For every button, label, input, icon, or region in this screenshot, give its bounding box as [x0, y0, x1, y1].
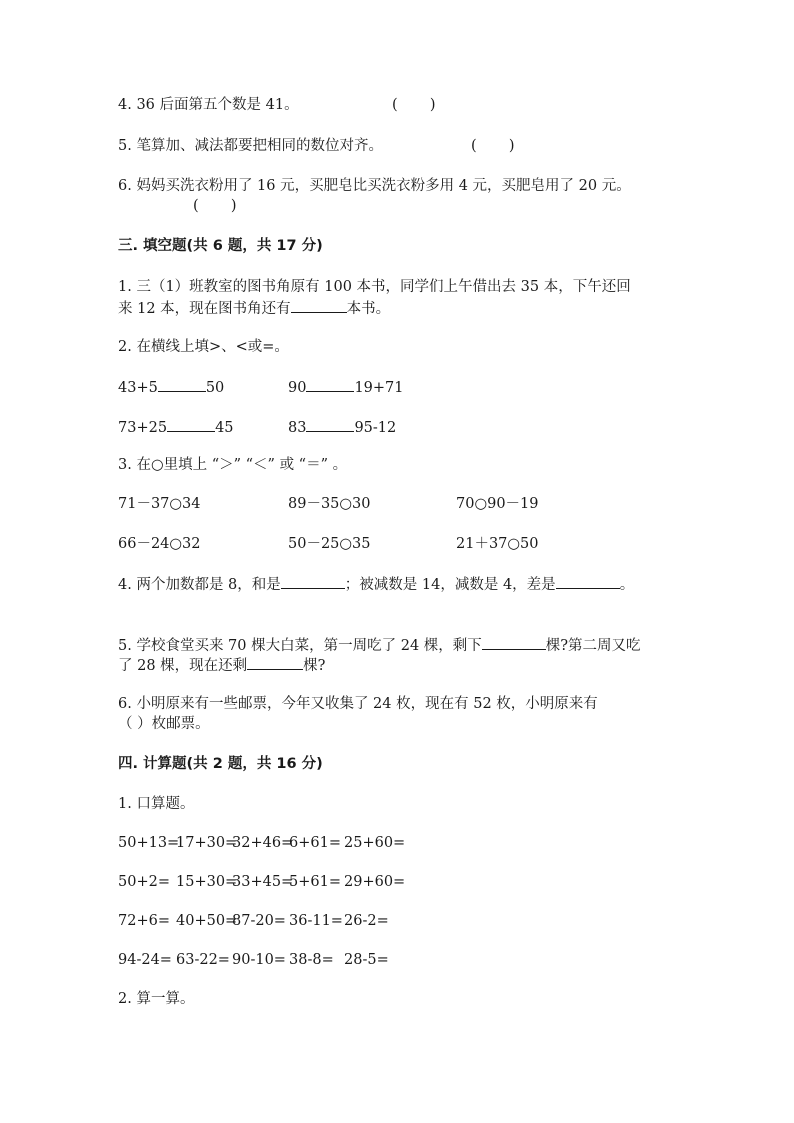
compare-circle-item[interactable]: 21＋37○50	[456, 536, 539, 552]
compare-circle-item[interactable]: 50－25○35	[288, 536, 371, 552]
fill-question-1-line2	[118, 297, 390, 319]
answer-paren[interactable]: ( )	[193, 198, 237, 214]
fill-question-5-line2	[118, 654, 325, 676]
fill-question-5-line1	[118, 634, 641, 656]
answer-paren[interactable]: ( )	[392, 97, 436, 113]
fill-question-1-line1: 1. 三（1）班教室的图书角原有 100 本书，同学们上午借出去 35 本，下午还回	[118, 279, 631, 295]
question-text: 了 28 棵，现在还剩	[118, 658, 248, 674]
answer-blank[interactable]	[158, 376, 206, 392]
fill-question-2-title: 2. 在横线上填>、<或=。	[118, 339, 289, 355]
oral-calc-item[interactable]: 94-24=	[118, 952, 172, 968]
compare-circle-item[interactable]: 66－24○32	[118, 536, 201, 552]
answer-blank[interactable]	[247, 654, 303, 670]
answer-blank[interactable]	[556, 573, 620, 589]
oral-calc-item[interactable]: 50+2=	[118, 874, 170, 890]
question-text: 棵?第二周又吃	[545, 638, 641, 654]
answer-blank[interactable]	[306, 376, 354, 392]
fill-question-6-line2[interactable]: （ ）枚邮票。	[118, 716, 210, 732]
oral-calc-item[interactable]: 40+50=	[176, 913, 238, 929]
oral-calc-item[interactable]: 25+60=	[344, 835, 406, 851]
fill-question-6-line1: 6. 小明原来有一些邮票，今年又收集了 24 枚，现在有 52 枚，小明原来有	[118, 696, 598, 712]
oral-calc-item[interactable]: 50+13=	[118, 835, 180, 851]
expression: 83	[288, 420, 307, 436]
compare-item	[288, 416, 396, 438]
oral-calc-item[interactable]: 6+61=	[289, 835, 341, 851]
oral-calc-item[interactable]: 38-8=	[289, 952, 334, 968]
judge-question-6	[118, 176, 631, 196]
expression: 50	[205, 380, 225, 396]
fill-question-4	[118, 573, 634, 595]
compare-item	[118, 376, 224, 398]
oral-calc-item[interactable]: 15+30=	[176, 874, 238, 890]
compare-item	[118, 416, 234, 438]
calc-question-2-title: 2. 算一算。	[118, 991, 195, 1007]
question-text: 本书。	[346, 301, 391, 317]
oral-calc-item[interactable]: 72+6=	[118, 913, 170, 929]
section-title: 四. 计算题(共 2 题，共 16 分)	[118, 756, 323, 772]
oral-calc-item[interactable]: 36-11=	[289, 913, 343, 929]
oral-calc-item[interactable]: 32+46=	[232, 835, 294, 851]
expression: 73+25	[118, 420, 168, 436]
question-text: 。	[619, 577, 635, 593]
judge-question-5	[118, 136, 383, 156]
judge-question-4-text: 4. 36 后面第五个数是 41。	[118, 97, 299, 113]
oral-calc-item[interactable]: 90-10=	[232, 952, 286, 968]
oral-calc-item[interactable]: 33+45=	[232, 874, 294, 890]
answer-blank[interactable]	[291, 297, 347, 313]
expression: 45	[215, 420, 234, 436]
oral-calc-item[interactable]: 87-20=	[232, 913, 286, 929]
answer-blank[interactable]	[167, 416, 215, 432]
answer-blank[interactable]	[306, 416, 354, 432]
section-title: 三. 填空题(共 6 题，共 17 分)	[118, 238, 323, 254]
answer-blank[interactable]	[281, 573, 345, 589]
compare-circle-item[interactable]: 71－37○34	[118, 496, 201, 512]
answer-blank[interactable]	[482, 634, 546, 650]
oral-calc-item[interactable]: 5+61=	[289, 874, 341, 890]
expression: 95-12	[354, 420, 397, 436]
question-text: 4. 两个加数都是 8，和是	[118, 577, 281, 593]
compare-circle-item[interactable]: 70○90－19	[456, 496, 539, 512]
expression: 19+71	[354, 380, 404, 396]
judge-question-5-text: 5. 笔算加、减法都要把相同的数位对齐。	[118, 138, 383, 154]
compare-item	[288, 376, 404, 398]
oral-calc-item[interactable]: 29+60=	[344, 874, 406, 890]
oral-calc-item[interactable]: 26-2=	[344, 913, 389, 929]
question-text: 棵?	[303, 658, 326, 674]
calc-question-1-title: 1. 口算题。	[118, 796, 195, 812]
question-text: ；被减数是 14，减数是 4，差是	[344, 577, 556, 593]
judge-question-4	[118, 95, 299, 115]
fill-question-3-title: 3. 在○里填上 “＞” “＜” 或 “＝” 。	[118, 457, 348, 473]
expression: 90	[288, 380, 307, 396]
judge-question-6-text: 6. 妈妈买洗衣粉用了 16 元，买肥皂比买洗衣粉多用 4 元，买肥皂用了 20 元。	[118, 178, 631, 194]
answer-paren[interactable]: ( )	[471, 138, 515, 154]
question-text: 5. 学校食堂买来 70 棵大白菜，第一周吃了 24 棵，剩下	[118, 638, 482, 654]
compare-circle-item[interactable]: 89－35○30	[288, 496, 371, 512]
oral-calc-item[interactable]: 17+30=	[176, 835, 238, 851]
expression: 43+5	[118, 380, 158, 396]
oral-calc-item[interactable]: 28-5=	[344, 952, 389, 968]
question-text: 来 12 本，现在图书角还有	[118, 301, 291, 317]
oral-calc-item[interactable]: 63-22=	[176, 952, 230, 968]
